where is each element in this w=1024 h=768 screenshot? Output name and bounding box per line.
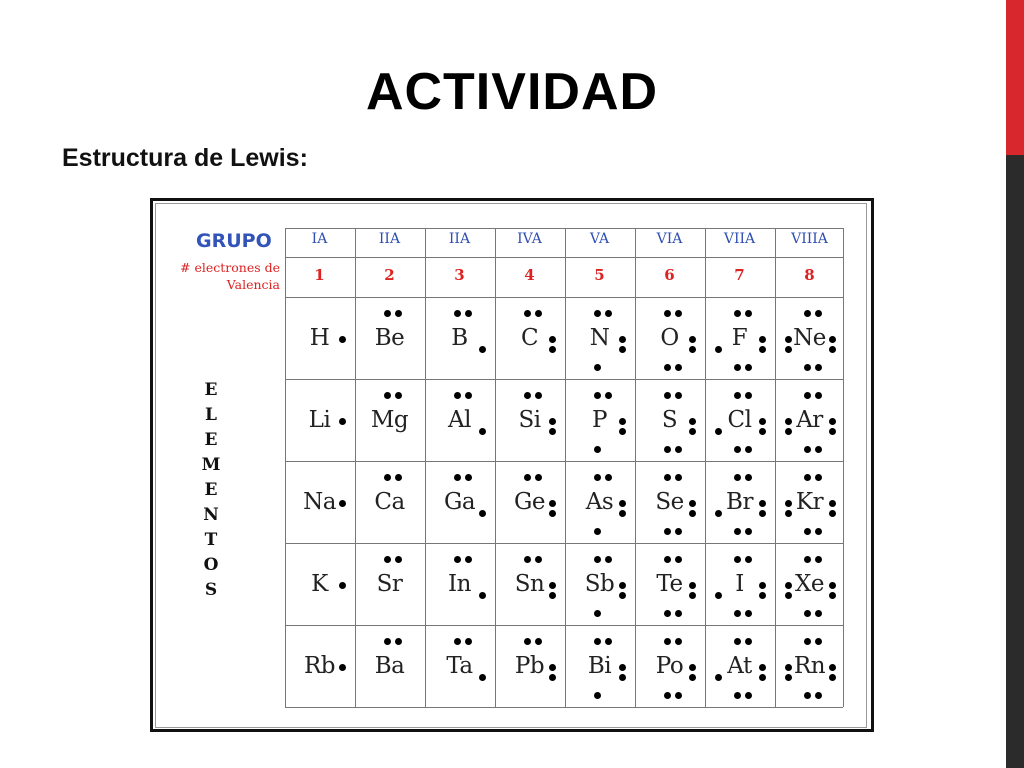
element-cell <box>705 543 774 625</box>
element-cell <box>495 461 564 543</box>
valence-electron-dot <box>734 692 741 699</box>
valence-electron-dot <box>804 364 811 371</box>
valence-electron-dot <box>384 638 391 645</box>
valence-electron-dot <box>524 310 531 317</box>
element-symbol: Rn <box>793 653 826 679</box>
valence-electron-dot <box>804 610 811 617</box>
element-symbol: Ga <box>443 489 476 515</box>
valence-electron-dot <box>675 310 682 317</box>
element-symbol: C <box>520 325 539 351</box>
element-symbol: Te <box>656 571 683 597</box>
valence-electron-dot <box>664 310 671 317</box>
valence-electron-dot <box>549 336 556 343</box>
valence-electron-dot <box>524 556 531 563</box>
element-cell <box>565 379 634 461</box>
valence-electron-dot <box>689 346 696 353</box>
grid-line-horizontal <box>285 228 843 229</box>
valence-electron-dot <box>745 556 752 563</box>
valence-electron-dot <box>715 428 722 435</box>
valence-electron-dot <box>339 582 346 589</box>
element-symbol: Cl <box>727 407 752 433</box>
valence-electron-dot <box>664 474 671 481</box>
valence-electron-dot <box>759 346 766 353</box>
valence-electron-dot <box>454 638 461 645</box>
valence-electron-dot <box>535 474 542 481</box>
valence-electron-dot <box>829 582 836 589</box>
valence-electron-dot <box>734 364 741 371</box>
valence-electron-dot <box>734 528 741 535</box>
element-cell <box>775 625 844 707</box>
group-header: VIIIA <box>791 231 828 247</box>
element-symbol: Se <box>655 489 684 515</box>
valence-electron-dot <box>619 510 626 517</box>
element-symbol: B <box>451 325 468 351</box>
element-cell <box>635 625 704 707</box>
valence-electron-dot <box>664 392 671 399</box>
valence-electron-dot <box>675 364 682 371</box>
valence-electron-dot <box>815 610 822 617</box>
valence-electron-dot <box>465 392 472 399</box>
valence-electron-dot <box>829 336 836 343</box>
valence-electron-dot <box>619 664 626 671</box>
valence-electron-dot <box>479 592 486 599</box>
slide-subtitle: Estructura de Lewis: <box>62 144 308 172</box>
group-header: IVA <box>517 231 542 247</box>
elementos-letter: S <box>204 580 218 600</box>
valence-electron-dot <box>759 582 766 589</box>
element-symbol: Al <box>448 407 471 433</box>
element-symbol: Na <box>303 489 336 515</box>
valence-electron-dot <box>594 528 601 535</box>
valence-electron-dot <box>785 418 792 425</box>
element-symbol: H <box>309 325 330 351</box>
elementos-vertical-label <box>196 378 226 603</box>
valence-electron-dot <box>395 638 402 645</box>
valence-label-line1: # electrones de <box>180 260 280 275</box>
valence-electron-dot <box>829 428 836 435</box>
element-cell <box>635 297 704 379</box>
element-symbol: Pb <box>514 653 545 679</box>
valence-electron-dot <box>689 510 696 517</box>
valence-electron-dot <box>745 310 752 317</box>
group-header: VIA <box>656 231 683 247</box>
element-cell <box>425 297 494 379</box>
element-symbol: Br <box>726 489 753 515</box>
valence-electron-dot <box>549 592 556 599</box>
valence-electron-dot <box>594 474 601 481</box>
valence-electron-dot <box>479 674 486 681</box>
valence-electron-dot <box>465 556 472 563</box>
element-symbol: Si <box>518 407 541 433</box>
valence-electron-dot <box>759 664 766 671</box>
element-symbol: Sn <box>514 571 545 597</box>
valence-electron-dot <box>689 418 696 425</box>
valence-electron-dot <box>689 428 696 435</box>
valence-electron-dot <box>619 582 626 589</box>
element-cell <box>495 379 564 461</box>
valence-electron-dot <box>664 610 671 617</box>
grupo-label: GRUPO <box>196 230 272 252</box>
element-cell <box>285 625 354 707</box>
valence-electron-dot <box>524 638 531 645</box>
valence-electron-dot <box>689 674 696 681</box>
valence-electron-dot <box>594 446 601 453</box>
valence-electron-dot <box>815 638 822 645</box>
valence-electron-dot <box>619 336 626 343</box>
element-cell <box>355 379 424 461</box>
element-cell <box>495 297 564 379</box>
element-symbol: Kr <box>795 489 824 515</box>
valence-electron-dot <box>339 500 346 507</box>
element-cell <box>565 297 634 379</box>
valence-electron-dot <box>524 474 531 481</box>
valence-electron-dot <box>594 692 601 699</box>
valence-electron-dot <box>785 510 792 517</box>
valence-electron-dot <box>745 638 752 645</box>
valence-electron-dot <box>549 510 556 517</box>
elementos-letter: T <box>204 530 218 550</box>
valence-electron-dot <box>535 310 542 317</box>
valence-count: 3 <box>454 266 465 284</box>
valence-electron-dot <box>734 446 741 453</box>
group-header: IA <box>311 231 328 247</box>
valence-electron-dot <box>664 446 671 453</box>
element-symbol: Xe <box>795 571 824 597</box>
valence-electron-dot <box>804 446 811 453</box>
element-symbol: Rb <box>303 653 336 679</box>
valence-electron-dot <box>734 638 741 645</box>
valence-electron-dot <box>815 474 822 481</box>
element-cell <box>285 543 354 625</box>
element-cell <box>565 625 634 707</box>
valence-electron-dot <box>675 392 682 399</box>
valence-electron-dot <box>745 364 752 371</box>
element-symbol: Sr <box>376 571 403 597</box>
element-cell <box>775 379 844 461</box>
valence-electron-dot <box>745 446 752 453</box>
valence-electron-dot <box>815 446 822 453</box>
element-cell <box>775 461 844 543</box>
element-symbol: Bi <box>587 653 612 679</box>
grid-line-horizontal <box>285 257 843 258</box>
valence-electron-dot <box>785 664 792 671</box>
valence-electron-dot <box>395 310 402 317</box>
valence-electron-dot <box>804 392 811 399</box>
grid-line-horizontal <box>285 707 843 708</box>
element-cell <box>705 461 774 543</box>
valence-electron-dot <box>734 392 741 399</box>
valence-electron-dot <box>675 556 682 563</box>
element-cell <box>425 461 494 543</box>
valence-electron-dot <box>815 310 822 317</box>
valence-electron-dot <box>759 674 766 681</box>
valence-electron-dot <box>734 610 741 617</box>
element-symbol: S <box>661 407 678 433</box>
element-cell <box>705 297 774 379</box>
valence-electron-dot <box>479 510 486 517</box>
element-symbol: Mg <box>370 407 409 433</box>
valence-label-line2: Valencia <box>226 277 280 292</box>
valence-electron-dot <box>664 556 671 563</box>
element-symbol: Ar <box>796 407 823 433</box>
valence-electron-dot <box>535 392 542 399</box>
valence-electron-dot <box>829 664 836 671</box>
valence-electron-dot <box>549 428 556 435</box>
valence-electron-dot <box>785 428 792 435</box>
valence-electron-dot <box>829 418 836 425</box>
valence-electron-dot <box>759 336 766 343</box>
valence-electron-dot <box>715 674 722 681</box>
valence-electron-dot <box>395 474 402 481</box>
valence-electron-dot <box>594 610 601 617</box>
valence-electron-dot <box>549 664 556 671</box>
valence-electron-dot <box>675 528 682 535</box>
element-cell <box>565 461 634 543</box>
valence-electron-dot <box>619 418 626 425</box>
valence-electron-dot <box>804 638 811 645</box>
valence-electron-dot <box>549 674 556 681</box>
element-cell <box>495 625 564 707</box>
valence-electron-dot <box>759 500 766 507</box>
valence-electron-dot <box>715 510 722 517</box>
element-cell <box>635 461 704 543</box>
valence-electron-dot <box>689 592 696 599</box>
elementos-letter: O <box>203 555 219 575</box>
valence-electron-dot <box>535 556 542 563</box>
valence-electron-dot <box>549 346 556 353</box>
valence-electron-dot <box>454 556 461 563</box>
element-symbol: Po <box>655 653 684 679</box>
valence-electron-dot <box>454 392 461 399</box>
valence-electron-dot <box>479 428 486 435</box>
valence-electron-dot <box>815 392 822 399</box>
element-symbol: K <box>311 571 328 597</box>
elementos-letter: M <box>201 455 221 475</box>
valence-electron-dot <box>594 392 601 399</box>
valence-electron-dot <box>465 310 472 317</box>
element-cell <box>775 297 844 379</box>
element-cell <box>705 379 774 461</box>
element-symbol: Ge <box>514 489 545 515</box>
valence-electron-dot <box>689 582 696 589</box>
element-symbol: Ba <box>374 653 405 679</box>
valence-electron-dot <box>734 556 741 563</box>
valence-electron-dot <box>675 474 682 481</box>
valence-electron-dot <box>785 582 792 589</box>
element-cell <box>355 625 424 707</box>
valence-electron-dot <box>675 692 682 699</box>
valence-electron-dot <box>715 592 722 599</box>
valence-electron-dot <box>675 610 682 617</box>
element-symbol: F <box>731 325 748 351</box>
valence-electron-dot <box>384 474 391 481</box>
valence-electron-dot <box>619 346 626 353</box>
elementos-letter: L <box>205 405 217 425</box>
valence-electron-dot <box>605 556 612 563</box>
element-cell <box>425 543 494 625</box>
element-symbol: Ne <box>793 325 826 351</box>
valence-electron-dot <box>815 556 822 563</box>
elementos-letter: N <box>203 505 219 525</box>
valence-electron-dot <box>745 692 752 699</box>
element-cell <box>285 379 354 461</box>
valence-electron-dot <box>535 638 542 645</box>
element-symbol: Be <box>374 325 405 351</box>
element-cell <box>425 625 494 707</box>
element-symbol: As <box>585 489 614 515</box>
valence-electron-dot <box>339 336 346 343</box>
valence-electron-dot <box>549 582 556 589</box>
valence-electron-dot <box>605 474 612 481</box>
group-header: VIIA <box>723 231 756 247</box>
valence-electron-dot <box>594 364 601 371</box>
valence-count: 2 <box>384 266 395 284</box>
valence-count: 6 <box>664 266 675 284</box>
valence-electron-dot <box>619 500 626 507</box>
valence-electron-dot <box>829 346 836 353</box>
valence-electron-dot <box>339 418 346 425</box>
group-header: IIA <box>448 231 471 247</box>
element-cell <box>355 543 424 625</box>
element-cell <box>495 543 564 625</box>
valence-electron-dot <box>759 592 766 599</box>
valence-electron-dot <box>664 528 671 535</box>
valence-electron-dot <box>804 556 811 563</box>
element-symbol: N <box>589 325 610 351</box>
valence-electron-dot <box>339 664 346 671</box>
valence-electron-dot <box>689 336 696 343</box>
element-symbol: I <box>735 571 744 597</box>
valence-electron-dot <box>815 528 822 535</box>
slide-title: ACTIVIDAD <box>365 63 659 121</box>
element-cell <box>635 379 704 461</box>
element-cell <box>565 543 634 625</box>
valence-electron-dot <box>734 474 741 481</box>
valence-electron-dot <box>689 500 696 507</box>
valence-electron-dot <box>664 638 671 645</box>
valence-count: 1 <box>314 266 325 284</box>
elementos-letter: E <box>204 380 218 400</box>
valence-electron-dot <box>745 528 752 535</box>
element-symbol: O <box>660 325 679 351</box>
valence-electron-dot <box>384 392 391 399</box>
valence-electron-dot <box>745 610 752 617</box>
valence-electron-dot <box>549 418 556 425</box>
valence-electron-dot <box>785 500 792 507</box>
valence-electron-dot <box>745 474 752 481</box>
valence-electron-dot <box>829 674 836 681</box>
element-symbol: P <box>592 407 607 433</box>
valence-electron-dot <box>619 674 626 681</box>
valence-electron-dot <box>804 474 811 481</box>
valence-electron-dot <box>384 310 391 317</box>
element-cell <box>285 461 354 543</box>
element-cell <box>775 543 844 625</box>
valence-electron-dot <box>759 510 766 517</box>
valence-electron-dot <box>804 528 811 535</box>
element-cell <box>705 625 774 707</box>
valence-electron-dot <box>549 500 556 507</box>
valence-electron-dot <box>454 474 461 481</box>
element-symbol: At <box>727 653 752 679</box>
valence-electron-dot <box>454 310 461 317</box>
valence-count: 7 <box>734 266 745 284</box>
element-cell <box>285 297 354 379</box>
valence-count: 8 <box>804 266 815 284</box>
valence-electron-dot <box>759 428 766 435</box>
valence-electron-dot <box>785 336 792 343</box>
valence-count: 5 <box>594 266 605 284</box>
element-cell <box>355 297 424 379</box>
valence-electrons-label <box>166 259 280 293</box>
valence-electron-dot <box>815 364 822 371</box>
group-header: VA <box>589 231 610 247</box>
valence-electron-dot <box>594 310 601 317</box>
valence-electron-dot <box>395 556 402 563</box>
valence-electron-dot <box>745 392 752 399</box>
valence-electron-dot <box>804 692 811 699</box>
element-symbol: In <box>448 571 471 597</box>
valence-electron-dot <box>664 364 671 371</box>
element-symbol: Ta <box>446 653 473 679</box>
valence-electron-dot <box>594 556 601 563</box>
valence-electron-dot <box>785 346 792 353</box>
valence-electron-dot <box>815 692 822 699</box>
valence-electron-dot <box>759 418 766 425</box>
element-symbol: Li <box>308 407 331 433</box>
valence-electron-dot <box>829 592 836 599</box>
valence-electron-dot <box>675 638 682 645</box>
valence-electron-dot <box>605 392 612 399</box>
valence-electron-dot <box>829 500 836 507</box>
element-cell <box>355 461 424 543</box>
valence-electron-dot <box>734 310 741 317</box>
element-symbol: Sb <box>584 571 615 597</box>
valence-electron-dot <box>785 592 792 599</box>
valence-electron-dot <box>675 446 682 453</box>
valence-electron-dot <box>605 310 612 317</box>
valence-electron-dot <box>804 310 811 317</box>
element-symbol: Ca <box>374 489 405 515</box>
elementos-letter: E <box>204 480 218 500</box>
valence-electron-dot <box>465 638 472 645</box>
element-cell <box>425 379 494 461</box>
valence-electron-dot <box>715 346 722 353</box>
elementos-letter: E <box>204 430 218 450</box>
group-header: IIA <box>378 231 401 247</box>
valence-electron-dot <box>829 510 836 517</box>
valence-electron-dot <box>689 664 696 671</box>
valence-count: 4 <box>524 266 535 284</box>
valence-electron-dot <box>395 392 402 399</box>
valence-electron-dot <box>619 428 626 435</box>
valence-electron-dot <box>785 674 792 681</box>
valence-electron-dot <box>384 556 391 563</box>
valence-electron-dot <box>594 638 601 645</box>
valence-electron-dot <box>465 474 472 481</box>
valence-electron-dot <box>605 638 612 645</box>
valence-electron-dot <box>479 346 486 353</box>
valence-electron-dot <box>524 392 531 399</box>
element-cell <box>635 543 704 625</box>
valence-electron-dot <box>619 592 626 599</box>
valence-electron-dot <box>664 692 671 699</box>
